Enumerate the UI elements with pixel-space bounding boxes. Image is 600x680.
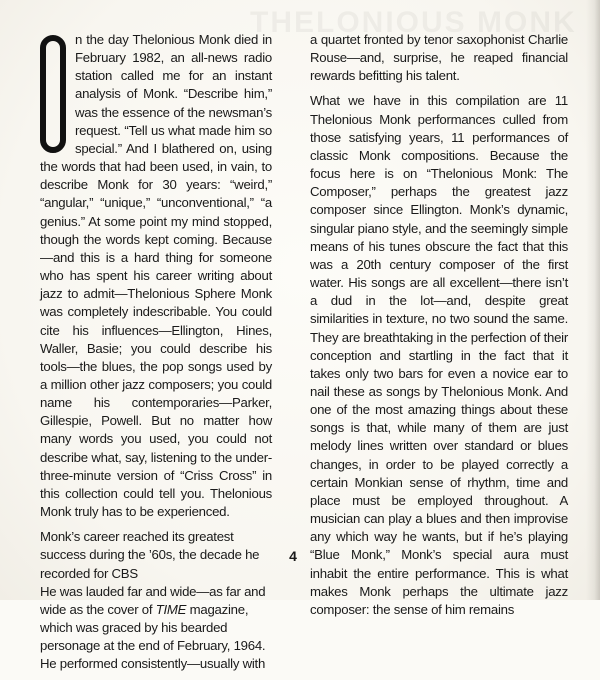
paragraph-opening <box>40 31 272 521</box>
career-text-part2: He was lauded far and wide—as far and wide as the cover of <box>40 583 266 617</box>
paragraph-compilation: What we have in this compilation are 11 Thelonious Monk performances culled from those satisfying years, 11 performances of classic Monk compositions. Because the focus here is on “Thelonious Monk: The Composer,” perhaps the greatest jazz composer since Ellington. Monk’s dynamic, singular piano style, and the seemingly simple means of his tunes obscure the fact that this was a 20th century composer of the first water. His songs are all excellent—there isn’t a dud in the lot—and, despite great similarities in texture, no two sound the same. They are breathtaking in the perfection of their conception and startling in the fact that it takes only two bars for even a novice ear to nail these as songs by Thelonious Monk. And one of the most amazing things about these songs is that, while many of them are just melody lines written over standard or blues changes, in order to be played correctly a certain Monkian sense of rhythm, time and place must be employed throughout. A musician can play a blues and then improvise any which way he wants, but if he’s playing “Blue Monk,” Monk’s special aura must inhabit the entire performance. This is what makes Monk perhaps the ultimate jazz composer: the sense of him remains <box>310 93 568 617</box>
left-column <box>40 31 272 680</box>
page-edge-shadow <box>586 0 600 600</box>
right-column <box>310 31 568 626</box>
career-text-part1: Monk’s career reached its greatest success during the ’60s, the decade he recorded for CBS <box>40 529 260 581</box>
drop-cap-letter <box>40 35 66 153</box>
paragraph-quartet: a quartet fronted by tenor saxophonist Charlie Rouse—and, surprise, he reaped financial rewards befitting his talent. <box>310 32 568 84</box>
opening-text: n the day Thelonious Monk died in February 1982, an all-news radio station called me for an instant analysis of Monk. “Describe him,” was the essence of the newsman’s request. “Tell us what made him so special.” And I blathered on, using the words that had been used, in vain, to describe Monk for 30 years: “weird,” “angular,” “unique,” “unconventional,” “a genius.” At some point my mind stopped, though the words kept coming. Because—and this is a hard thing for someone who has spent his career writing about jazz to admit—Thelonious Sphere Monk was completely indescribable. You could cite his influences—Ellington, Hines, Waller, Basie; you could describe his tools—the blues, the pop songs used by a million other jazz composers; you could name his contemporaries—Parker, Gillespie, Powell. But no matter how many words you used, you could not describe what, say, listening to the under-three-minute version of “Criss Cross” in this collection could tell you. Thelonious Monk truly has to be experienced. <box>40 32 272 520</box>
career-text-part3: magazine, which was graced by his bearded personage at the end of February, 1964. He performed consistently—usually with <box>40 601 266 672</box>
page-number: 4 <box>289 548 297 564</box>
magazine-title: TIME <box>155 601 187 617</box>
